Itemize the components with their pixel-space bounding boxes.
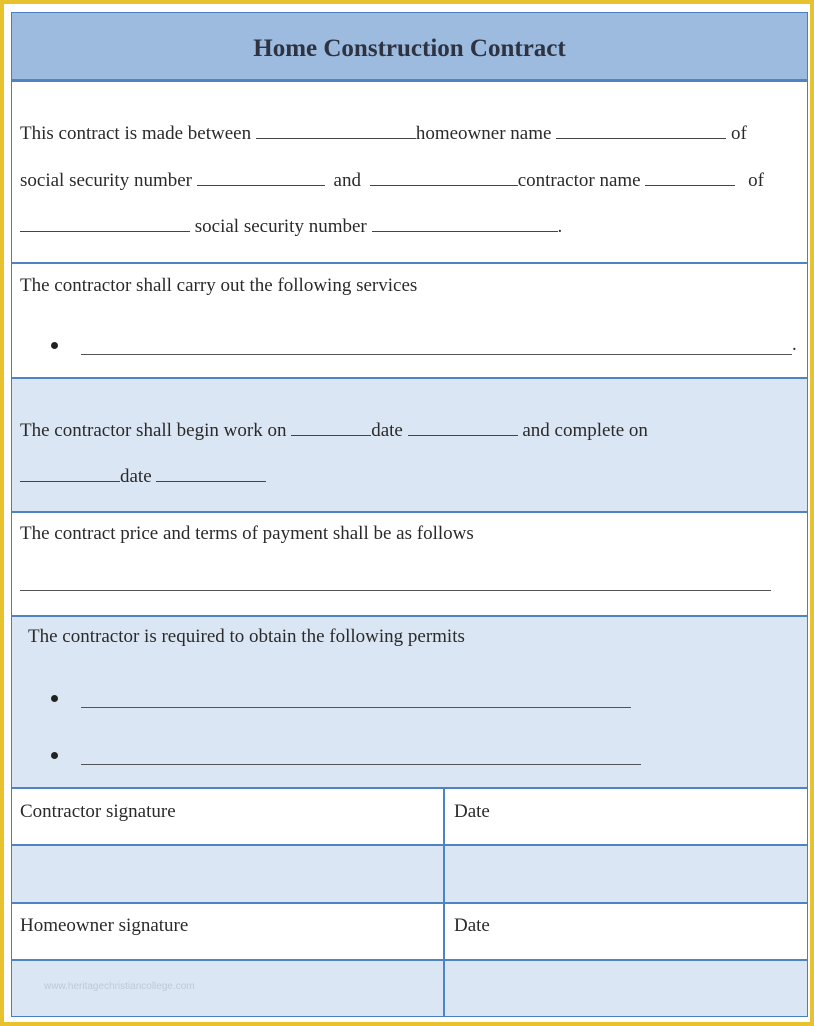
contractor-name-field[interactable] bbox=[645, 171, 735, 186]
schedule-line-1 bbox=[20, 420, 648, 442]
homeowner-name-label: homeowner name bbox=[415, 123, 552, 144]
contractor-ssn-field[interactable] bbox=[372, 217, 558, 232]
page-frame bbox=[4, 4, 810, 1022]
blank-field[interactable] bbox=[291, 421, 371, 436]
parties-line-2 bbox=[20, 170, 764, 192]
end-date-label: date bbox=[120, 466, 152, 487]
start-date-label: date bbox=[371, 420, 403, 441]
schedule-text: and complete on bbox=[522, 420, 648, 441]
schedule-text: The contractor shall begin work on bbox=[20, 420, 287, 441]
watermark: www.heritagechristiancollege.com bbox=[44, 981, 195, 992]
end-date-field[interactable] bbox=[156, 467, 266, 482]
contractor-signature-field[interactable] bbox=[12, 846, 807, 904]
parties-line-3 bbox=[20, 216, 562, 238]
schedule-section bbox=[12, 379, 807, 513]
parties-text: This contract is made between bbox=[20, 123, 252, 144]
start-date-field[interactable] bbox=[408, 421, 518, 436]
title-bar bbox=[12, 13, 807, 82]
services-end: . bbox=[792, 334, 797, 355]
payment-heading: The contract price and terms of payment shall be as follows bbox=[20, 523, 474, 544]
contractor-name-label: contractor name bbox=[517, 170, 641, 191]
contractor-signature-label: Contractor signature bbox=[20, 801, 176, 822]
date-label: Date bbox=[454, 915, 490, 936]
homeowner-name-field[interactable] bbox=[556, 124, 726, 139]
permits-section bbox=[12, 617, 807, 789]
blank-field[interactable] bbox=[370, 171, 518, 186]
parties-line-1 bbox=[20, 123, 747, 145]
parties-text: of bbox=[748, 170, 764, 191]
table-divider bbox=[443, 789, 445, 1016]
signature-row bbox=[12, 789, 807, 846]
permit-line-field[interactable] bbox=[81, 707, 631, 708]
blank-field[interactable] bbox=[20, 467, 120, 482]
date-label: Date bbox=[454, 801, 490, 822]
parties-section bbox=[12, 82, 807, 264]
bullet-icon bbox=[51, 695, 58, 702]
signature-row bbox=[12, 904, 807, 961]
services-section bbox=[12, 264, 807, 379]
service-line-field[interactable] bbox=[81, 354, 792, 355]
homeowner-signature-label: Homeowner signature bbox=[20, 915, 189, 936]
bullet-icon bbox=[51, 752, 58, 759]
services-heading: The contractor shall carry out the following services bbox=[20, 275, 418, 296]
ssn-label: social security number bbox=[194, 216, 367, 237]
payment-line-field[interactable] bbox=[20, 590, 771, 591]
parties-text: of bbox=[730, 123, 747, 144]
homeowner-ssn-field[interactable] bbox=[197, 171, 325, 186]
form-title: Home Construction Contract bbox=[253, 35, 566, 62]
bullet-icon bbox=[51, 342, 58, 349]
payment-section bbox=[12, 513, 807, 617]
parties-text: . bbox=[557, 216, 563, 237]
permits-heading: The contractor is required to obtain the following permits bbox=[28, 626, 465, 647]
homeowner-signature-field[interactable] bbox=[12, 961, 807, 1016]
ssn-label: social security number bbox=[20, 170, 193, 191]
schedule-line-2 bbox=[20, 466, 266, 488]
parties-text: and bbox=[333, 170, 361, 191]
permit-line-field[interactable] bbox=[81, 764, 641, 765]
contract-form bbox=[11, 12, 808, 1017]
blank-field[interactable] bbox=[20, 217, 190, 232]
blank-field[interactable] bbox=[256, 124, 416, 139]
